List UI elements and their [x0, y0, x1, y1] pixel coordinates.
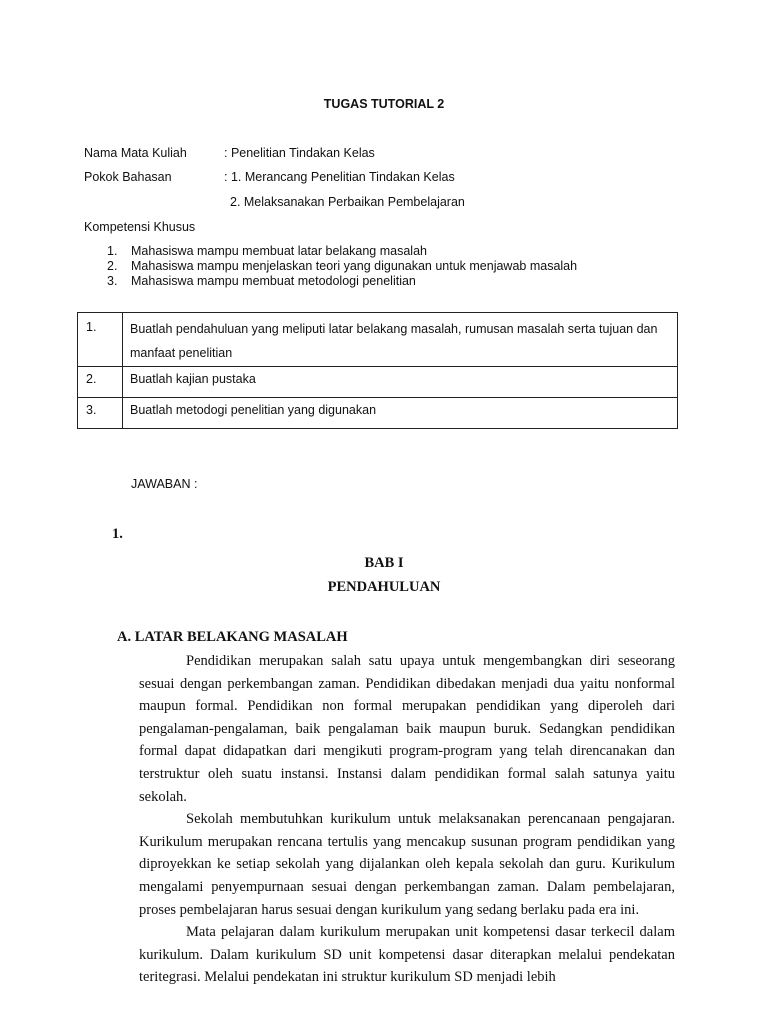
topic-label: Pokok Bahasan: [84, 170, 172, 184]
task-table: [77, 312, 678, 429]
task-number: 2.: [78, 367, 123, 398]
topic-value-1: : 1. Merancang Penelitian Tindakan Kelas: [224, 170, 455, 184]
body-text: [139, 650, 675, 989]
answer-number: 1.: [112, 526, 123, 542]
section-title: A. LATAR BELAKANG MASALAH: [117, 629, 348, 645]
paragraph: Pendidikan merupakan salah satu upaya untuk mengembangkan diri seseorang sesuai dengan perkembangan zaman. Pendidikan dibedakan menjadi dua yaitu nonformal maupun formal. Pendidikan non formal merupakan pendidikan yang diperoleh dari pengalaman-pengalaman, baik pengalaman baik maupun buruk. Sedangkan pendidikan formal dapat didapatkan dari mengikuti program-program yang telah direncanakan dan terstruktur oleh suatu instansi. Instansi dalam pendidikan formal salah satunya yaitu sekolah.: [139, 653, 675, 805]
competency-number: 1.: [107, 244, 118, 258]
task-text: Buatlah kajian pustaka: [123, 367, 678, 398]
competency-item: Mahasiswa mampu membuat metodologi penelitian: [131, 274, 416, 288]
chapter-heading: BAB I: [364, 555, 404, 571]
competency-item: Mahasiswa mampu membuat latar belakang masalah: [131, 244, 427, 258]
course-label: Nama Mata Kuliah: [84, 146, 187, 160]
competency-item: Mahasiswa mampu menjelaskan teori yang digunakan untuk menjawab masalah: [131, 259, 578, 273]
task-row: [78, 313, 678, 367]
paragraph: Mata pelajaran dalam kurikulum merupakan unit kompetensi dasar terkecil dalam kurikulum. Dalam kurikulum SD unit kompetensi dasar diterapkan melalui pendekatan teritegrasi. Melalui pendekatan ini struktur kurikulum SD menjadi lebih: [139, 924, 675, 986]
task-row: [78, 367, 678, 398]
competency-number: 3.: [107, 274, 118, 288]
task-number: 1.: [78, 313, 123, 367]
document-title: TUGAS TUTORIAL 2: [323, 97, 445, 111]
paragraph: Sekolah membutuhkan kurikulum untuk melaksanakan perencanaan pengajaran. Kurikulum merupakan rencana tertulis yang mencakup susunan program pendidikan yang diproyekkan ke setiap sekolah yang dijalankan oleh kepala sekolah dan guru. Kurikulum mengalami penyempurnaan sesuai dengan perkembangan zaman. Dalam pembelajaran, proses pembelajaran harus sesuai dengan kurikulum yang sedang berlaku pada era ini.: [139, 811, 675, 918]
competency-label: Kompetensi Khusus: [84, 220, 196, 234]
task-number: 3.: [78, 398, 123, 429]
task-row: [78, 398, 678, 429]
task-text: Buatlah metodogi penelitian yang digunakan: [123, 398, 678, 429]
topic-value-2: 2. Melaksanakan Perbaikan Pembelajaran: [230, 195, 465, 209]
competency-number: 2.: [107, 259, 118, 273]
task-text: Buatlah pendahuluan yang meliputi latar belakang masalah, rumusan masalah serta tujuan dan manfaat penelitian: [123, 313, 678, 367]
course-value: : Penelitian Tindakan Kelas: [224, 146, 375, 160]
answer-label: JAWABAN :: [131, 477, 198, 491]
chapter-title: PENDAHULUAN: [327, 579, 441, 595]
